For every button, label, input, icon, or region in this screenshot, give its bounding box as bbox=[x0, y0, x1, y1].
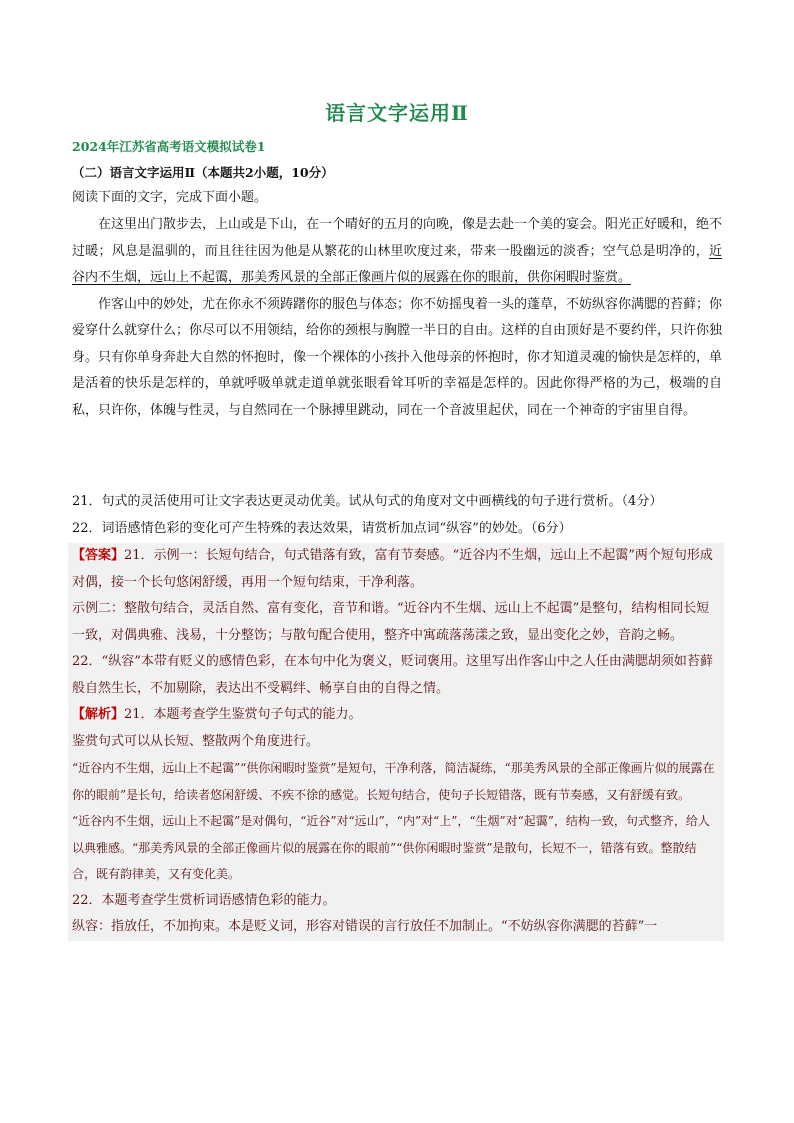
instruction-text: 阅读下面的文字，完成下面小题。 bbox=[72, 190, 268, 205]
analysis-line-5: 22．本题考查学生赏析词语感情色彩的能力。 bbox=[68, 888, 724, 915]
question-22: 22．词语感情色彩的变化可产生特殊的表达效果，请赏析加点词“纵容”的妙处。（6分） bbox=[72, 520, 572, 536]
reading-passage bbox=[72, 212, 722, 424]
exam-source: 2024年江苏省高考语文模拟试卷1 bbox=[72, 139, 266, 154]
analysis-l1-text: 21．本题考查学生鉴赏句子句式的能力。 bbox=[124, 707, 362, 722]
answer-analysis-block bbox=[68, 543, 724, 941]
analysis-line-1 bbox=[68, 702, 724, 729]
answer-22: 22．“纵容”本带有贬义的感情色彩，在本句中化为褒义，贬词褒用。这里写出作客山中之人任由满腮胡须如苔藓般自然生长，不加剔除，表达出不受羁绊、畅享自由的自得之情。 bbox=[68, 649, 724, 702]
answer-tag: 【答案】 bbox=[72, 548, 125, 563]
section-heading: （二）语言文字运用Ⅱ（本题共2小题，10分） bbox=[72, 165, 334, 180]
analysis-line-3: “近谷内不生烟，远山上不起霭”“供你闲暇时鉴赏”是短句，干净利落，简洁凝练，“那美秀风景的全部正像画片似的展露在你的眼前”是长句，给读者悠闲舒缓、不疾不徐的感觉。长短句结合，使句子长短错落，既有节奏感，又有舒缓有致。 bbox=[68, 755, 724, 808]
answer-21-example-2: 示例二：整散句结合，灵活自然、富有变化，音节和谐。“近谷内不生烟、远山上不起霭”是整句，结构相同长短一致，对偶典雅、浅易，十分整饬；与散句配合使用，整齐中寓疏落荡漾之致，显出变化之妙，音韵之畅。 bbox=[68, 596, 724, 649]
analysis-line-6: 纵容：指放任，不加拘束。本是贬义词，形容对错误的言行放任不加制止。“不妨纵容你满腮的苔藓”一 bbox=[68, 914, 724, 941]
underlined-sentence: 近谷内不生烟，远山上不起霭，那美秀风景的全部正像画片似的展露在你的眼前，供你闲暇时鉴赏。 bbox=[72, 243, 722, 285]
passage-p1-text: 在这里出门散步去，上山或是下山，在一个晴好的五月的向晚，像是去赴一个美的宴会。阳光正好暖和，绝不过暖；风息是温驯的，而且往往因为他是从繁花的山林里吹度过来，带来一股幽远的淡香；空气总是明净的， bbox=[72, 217, 723, 259]
page-title: 语言文字运用Ⅱ bbox=[325, 101, 469, 125]
analysis-line-2: 鉴赏句式可以从长短、整散两个角度进行。 bbox=[68, 729, 724, 756]
passage-paragraph-1 bbox=[72, 212, 722, 292]
question-list bbox=[72, 489, 722, 542]
analysis-tag: 【解析】 bbox=[72, 707, 125, 722]
analysis-line-4: “近谷内不生烟，远山上不起霭”是对偶句，“近谷”对“远山”，“内”对“上”，“生烟”对“起霭”，结构一致，句式整齐，给人以典雅感。“那美秀风景的全部正像画片似的展露在你的眼前”“供你闲暇时鉴赏”是散句，长短不一，错落有致。整散结合，既有韵律美，又有变化美。 bbox=[68, 808, 724, 888]
answer-21-example-1 bbox=[68, 543, 724, 596]
answer-21-ex1-text: 21．示例一：长短句结合，句式错落有致，富有节奏感。“近谷内不生烟，远山上不起霭”两个短句形成对偶，接一个长句悠闲舒缓，再用一个短句结束，干净利落。 bbox=[72, 548, 713, 590]
question-21: 21．句式的灵活使用可让文字表达更灵动优美。试从句式的角度对文中画横线的句子进行赏析。（4分） bbox=[72, 494, 663, 509]
passage-paragraph-2: 作客山中的妙处，尤在你永不须踌躇你的服色与体态；你不妨摇曳着一头的蓬草，不妨纵容你满腮的苔藓；你爱穿什么就穿什么；你尽可以不用领结，给你的颈根与胸膛一半日的自由。这样的自由顶好是不要约伴，只许你独身。只有你单身奔赴大自然的怀抱时，像一个裸体的小孩扑入他母亲的怀抱时，你才知道灵魂的愉快是怎样的，单是活着的快乐是怎样的，单就呼吸单就走道单就张眼看耸耳听的幸福是怎样的。因此你得严格的为己，极端的自私，只许你，体魄与性灵，与自然同在一个脉搏里跳动，同在一个音波里起伏，同在一个神奇的宇宙里自得。 bbox=[72, 296, 723, 418]
